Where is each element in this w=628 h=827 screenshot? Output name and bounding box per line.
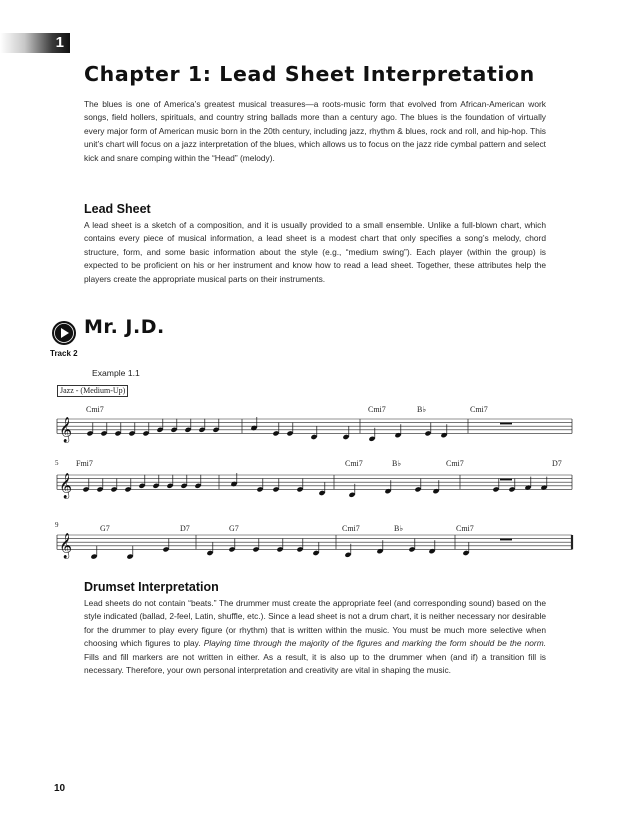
style-marking: Jazz - (Medium-Up) [57, 385, 128, 397]
track-label: Track 2 [50, 349, 78, 358]
chord-symbol: Cmi7 [470, 405, 488, 414]
lead-sheet-notation [0, 398, 628, 573]
rest-symbol [500, 423, 512, 425]
staff-system-2 [55, 459, 572, 498]
intro-paragraph: The blues is one of America’s greatest musical treasures—a roots-music form that evolved from African-American work songs, field hollers, spirituals, and country string ballads more than a century ago. The blues is the foundation of virtually every major form of American music born in the 20th century, including jazz, rhythm & blues, rock and roll, and hip-hop. This unit’s chart will focus on a jazz interpretation of the blues, which allows us to focus on the jazz ride cymbal pattern and select kick and snare comping within the “Head” (melody). [84, 99, 546, 163]
example-label: Example 1.1 [92, 368, 140, 378]
rest-symbol [500, 479, 512, 481]
drumset-text-2: Fills and fill markers are not written in either. As a result, it is also up to the drummer when (and if) a transition fill is necessary. Therefore, your own personal interpretation and creativity are vital in shaping the music. [84, 651, 546, 676]
chord-symbol: B♭ [394, 524, 404, 533]
chord-symbol: Cmi7 [342, 524, 360, 533]
chord-symbol: Cmi7 [368, 405, 386, 414]
measure-number: 9 [55, 521, 59, 529]
chapter-tab [0, 33, 70, 53]
audio-track-icon [51, 320, 77, 346]
chord-symbol: G7 [100, 524, 110, 533]
treble-clef: 𝄞 [59, 473, 73, 499]
treble-clef: 𝄞 [59, 533, 73, 559]
drumset-text-1: Lead sheets do not contain “beats.” The drummer must create the appropriate feel (and corresponding sound) based on the style indicated (ballad, 2-feel, Latin, shuffle, etc.). Since a lead sheet is not a drum chart, it is neither necessary nor desirable for the drummer to play every figure (or rhythm) that is written within the music. You must be much more selective when choosing which figures to play. [84, 598, 546, 649]
chord-symbol: Cmi7 [86, 405, 104, 414]
staff-system-3 [55, 521, 572, 560]
staff-system-1 [57, 405, 572, 442]
chapter-tab-number: 1 [55, 34, 64, 51]
chord-symbol: Cmi7 [345, 459, 363, 468]
lead-sheet-heading: Lead Sheet [84, 202, 151, 216]
page-number: 10 [54, 783, 66, 794]
song-title: Mr. J.D. [84, 316, 165, 338]
measure-number: 5 [55, 459, 59, 467]
chord-symbol: D7 [552, 459, 562, 468]
chord-symbol: Cmi7 [456, 524, 474, 533]
drumset-paragraph [84, 597, 546, 677]
drumset-heading: Drumset Interpretation [84, 580, 219, 594]
treble-clef: 𝄞 [59, 417, 73, 443]
rest-symbol [500, 539, 512, 541]
chord-symbol: D7 [180, 524, 190, 533]
chord-symbol: B♭ [417, 405, 427, 414]
chapter-title: Chapter 1: Lead Sheet Interpretation [84, 62, 535, 86]
chord-symbol: Cmi7 [446, 459, 464, 468]
chord-symbol: B♭ [392, 459, 402, 468]
chord-symbol: Fmi7 [76, 459, 93, 468]
drumset-text-emphasis: Playing time through the majority of the figures and marking the form should be the norm. [203, 638, 546, 649]
lead-sheet-paragraph: A lead sheet is a sketch of a composition, and it is usually provided to a small ensemble. Unlike a full-blown chart, which contains every piece of musical information, a lead sheet is a modest chart that only specifies a song’s melody, chord structure, form, and some basic information about the style (e.g., “medium swing”). Each player (within the group) is expected to be proficient on his or her instrument and know how to read a lead sheet. Together, these attributes help the players create the appropriate musical parts on their instruments. [84, 220, 546, 284]
chord-symbol: G7 [229, 524, 239, 533]
